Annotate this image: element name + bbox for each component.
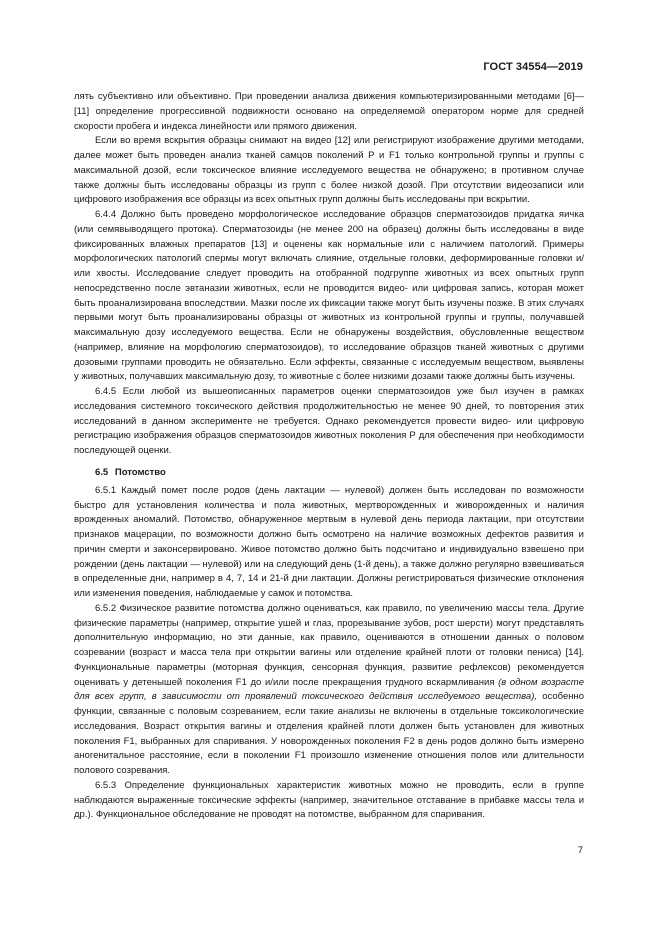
paragraph-video-recording: Если во время вскрытия образцы снимают на видео [12] или регистрируют изображение другими методами, далее может быть проведен анализ тканей самцов поколений Р и F1 только контрольной группы и группы с максимальной дозой, если токсическое влияние исследуемого вещества не обнаружено; в противном случае также должны быть исследованы образцы из групп с более низкой дозой. При отсутствии видеозаписи или цифрового изображения все образцы из всех опытных групп должны быть исследованы при вскрытии. (74, 135, 584, 206)
document-header: ГОСТ 34554—2019 (483, 61, 583, 73)
section-title: Потомство (114, 466, 166, 478)
paragraph-6-5-1: 6.5.1 Каждый помет после родов (день лактации — нулевой) должен быть исследован по возможности быстро для установления количества и пола животных, мертворожденных и живорожденных и наличия врожденных аномалий. Потомство, обнаруженное мертвым в нулевой день периода лактации, при отсутствии признаков мацерации, по возможности должно быть осмотрено на наличие возможных дефектов развития и причин смерти и законсервировано. Живое потомство должно быть подсчитано и индивидуально взвешено при рождении (день лактации — нулевой) или на следующий день (1-й день), а также должно регулярно взвешиваться в определенные дни, например в 4, 7, 14 и 21-й дни лактации. Должны регистрироваться физические отклонения или изменения поведения, наблюдаемые у самок и потомства. (74, 484, 584, 599)
paragraph-6-5-2-italic: (в одном возрасте для всех групп, в зависимости от проявлений токсического действия исследуемого вещества), (74, 676, 584, 703)
section-number: 6.5 (95, 466, 109, 478)
paragraph-6-5-2-part-a: 6.5.2 Физическое развитие потомства должно оцениваться, как правило, по увеличению массы тела. Другие физические параметры (например, открытие ушей и глаз, прорезывание зубов, рост шерсти) могут представлять дополнительную информацию, но эти данные, как правило, оцениваются в отношении данных о половом созревании (возраст и масса тела при открытии вагины или отделение крайней плоти от головки пениса) [14]. Функциональные параметры (моторная функция, сенсорная функция, развитие рефлексов) рекомендуется оценивать у детенышей поколения F1 до и/или после прекращения грудного вскармливания (74, 602, 584, 688)
paragraph-6-4-5: 6.4.5 Если любой из вышеописанных параметров оценки сперматозоидов уже был изучен в рамках исследования системного токсического действия продолжительностью не менее 90 дней, то повторения этих исследований в данном эксперименте не требуется. Однако рекомендуется провести видео- или цифровую регистрацию изображения образцов сперматозоидов животных поколения Р для обеспечения при необходимости последующей оценки. (74, 386, 584, 456)
paragraph-continuation: лять субъективно или объективно. При проведении анализа движения компьютеризированными методами [6]—[11] определение прогрессивной подвижности основано на определяемой оператором норме для средней скорости пробега и индекса линейности или прямого движения. (74, 91, 584, 132)
paragraph-6-4-4: 6.4.4 Должно быть проведено морфологическое исследование образцов сперматозоидов придатка яичка (или семявыводящего протока). Сперматозоиды (не менее 200 на образец) должны быть исследованы в виде фиксированных влажных препаратов [13] и оценены как нормальные или с наличием патологий. Примеры морфологических патологий спермы могут включать слияние, отдельные головки, деформированные головки и/или хвосты. Исследование следует проводить на отобранной подгруппе животных из всех опытных групп непосредственно после эвтаназии животных, если не проводится видео- или цифровая запись, которая может быть проанализирована впоследствии. Мазки после их фиксации также могут быть изучены позже. В этих случаях первыми могут быть проанализированы образцы от животных из контрольной группы и группы, получавшей максимальную дозу исследуемого вещества. Если не обнаружены воздействия, обусловленные веществом (например, влияние на морфологию сперматозоидов), то исследование образцов тканей животных с другими дозовыми группами проводить не обязательно. Если эффекты, связанные с исследуемым веществом, выявлены у животных, получавших максимальную дозу, то животные с более низкими дозами также должны быть изучены. (74, 209, 584, 383)
page-number: 7 (577, 845, 583, 856)
paragraph-6-5-3: 6.5.3 Определение функциональных характеристик животных можно не проводить, если в группе наблюдаются выраженные токсические эффекты (например, значительное отставание в прибавке массы тела и др.). Функциональное обследование не проводят на потомстве, выбранном для спаривания. (74, 779, 584, 821)
paragraph-6-5-2-part-b: особенно функции, связанные с половым созреванием, если такие анализы не включены в отдельные токсикологические исследования. Возраст открытия вагины и отделения крайней плоти должен быть установлен для животных поколения F1, выбранных для спаривания. У новорожденных поколения F2 в день родов должно быть измерено аногенитальное расстояние, если в поколении F1 произошло изменение отношения полов или длительности полового созревания. (74, 691, 585, 776)
section-heading (74, 466, 584, 480)
document-body (74, 90, 584, 823)
paragraph-6-5-2 (74, 602, 584, 779)
